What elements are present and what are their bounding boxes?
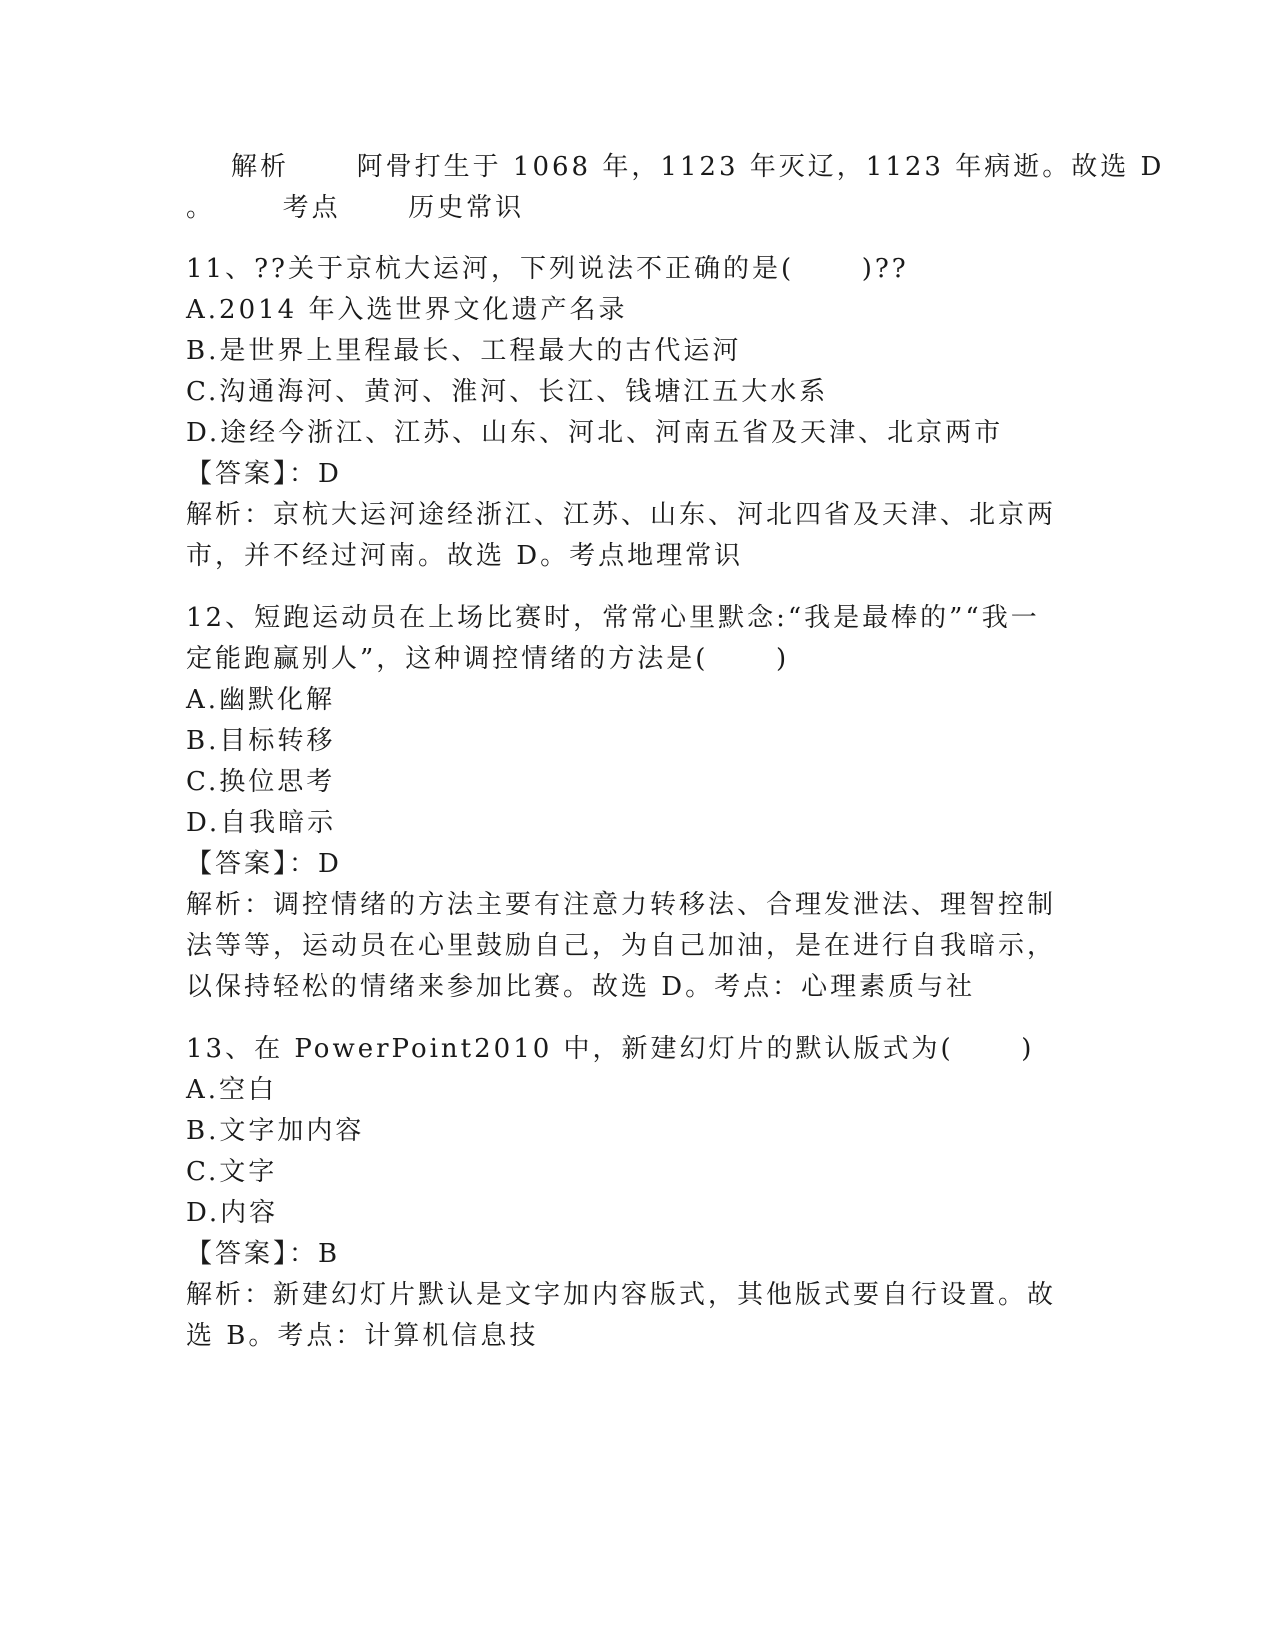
question-12-option-c: C.换位思考 xyxy=(186,767,336,797)
question-11-explanation: 解析：京杭大运河途经浙江、江苏、山东、河北四省及天津、北京两 xyxy=(186,500,1057,530)
question-12-explanation: 解析：调控情绪的方法主要有注意力转移法、合理发泄法、理智控制 xyxy=(186,890,1057,920)
question-12-answer: 【答案】：D xyxy=(186,849,342,879)
question-13-explanation: 解析：新建幻灯片默认是文字加内容版式，其他版式要自行设置。故 xyxy=(186,1280,1057,1310)
question-12-title: 定能跑赢别人”，这种调控情绪的方法是( ) xyxy=(186,644,790,674)
question-13-option-d: D.内容 xyxy=(186,1198,279,1228)
question-12-option-b: B.目标转移 xyxy=(186,726,336,756)
text-line: 解析 阿骨打生于 1068 年，1123 年灭辽，1123 年病逝。故选 D xyxy=(186,152,1165,182)
question-11-explanation: 市，并不经过河南。故选 D。考点地理常识 xyxy=(186,541,744,571)
question-12-option-a: A.幽默化解 xyxy=(186,685,336,715)
question-13-title: 13、在 PowerPoint2010 中，新建幻灯片的默认版式为( ) xyxy=(186,1034,1035,1064)
question-11-title: 11、??关于京杭大运河，下列说法不正确的是( )?? xyxy=(186,254,909,284)
question-12-explanation: 法等等，运动员在心里鼓励自己，为自己加油，是在进行自我暗示， xyxy=(186,931,1057,961)
text-line: 。 考点 历史常识 xyxy=(186,193,525,223)
question-11-answer: 【答案】：D xyxy=(186,459,342,489)
question-12-option-d: D.自我暗示 xyxy=(186,808,337,838)
question-11-option-c: C.沟通海河、黄河、淮河、长江、钱塘江五大水系 xyxy=(186,377,829,407)
question-13-answer: 【答案】：B xyxy=(186,1239,341,1269)
question-13-option-c: C.文字 xyxy=(186,1157,278,1187)
question-11-option-d: D.途经今浙江、江苏、山东、河北、河南五省及天津、北京两市 xyxy=(186,418,1004,448)
question-11-option-a: A.2014 年入选世界文化遗产名录 xyxy=(186,295,628,325)
question-13-option-a: A.空白 xyxy=(186,1075,278,1105)
question-12-title: 12、短跑运动员在上场比赛时，常常心里默念:“我是最棒的”“我一 xyxy=(186,603,1040,633)
question-12-explanation: 以保持轻松的情绪来参加比赛。故选 D。考点：心理素质与社 xyxy=(186,972,976,1002)
question-13-option-b: B.文字加内容 xyxy=(186,1116,365,1146)
question-13-explanation: 选 B。考点：计算机信息技 xyxy=(186,1321,539,1351)
question-11-option-b: B.是世界上里程最长、工程最大的古代运河 xyxy=(186,336,742,366)
